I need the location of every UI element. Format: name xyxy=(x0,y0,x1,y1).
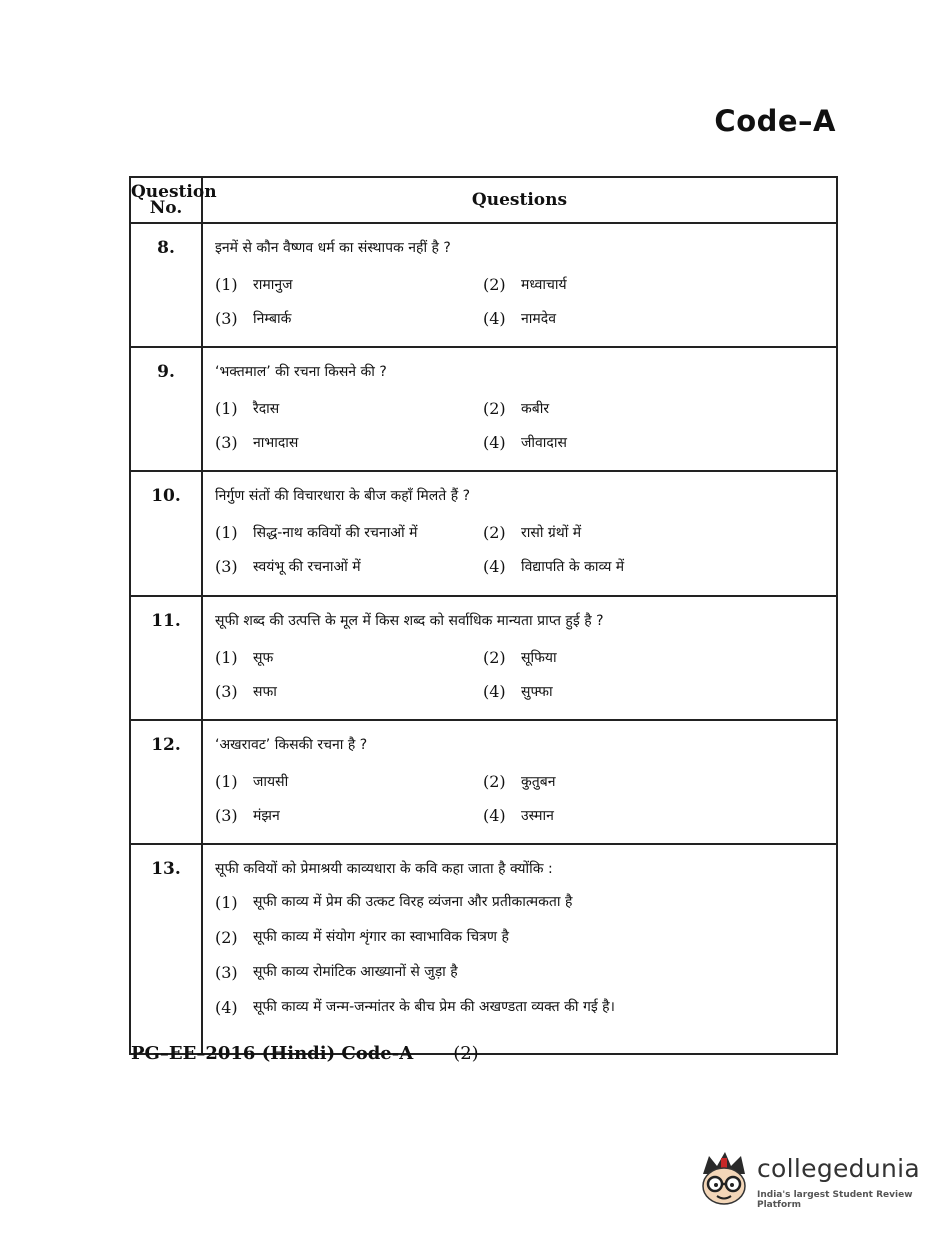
question-body xyxy=(202,223,837,347)
option-text: सूफी काव्य रोमांटिक आख्यानों से जुड़ा है xyxy=(253,964,458,980)
question-number: 10. xyxy=(130,471,202,596)
question-text: ‘अखरावट’ किसकी रचना है ? xyxy=(215,737,368,753)
page-number: (2) xyxy=(453,1043,479,1064)
options-list xyxy=(215,885,836,1025)
option xyxy=(483,302,836,336)
option-text: सूफ xyxy=(253,650,274,666)
option-number: (1) xyxy=(215,275,238,294)
option xyxy=(215,885,836,920)
option xyxy=(215,955,836,990)
option-text: रैदास xyxy=(253,401,280,417)
option-number: (1) xyxy=(215,648,238,667)
question-text: सूफी शब्द की उत्पत्ति के मूल में किस शब्द को सर्वाधिक मान्यता प्राप्त हुई है ? xyxy=(215,613,604,629)
question-row xyxy=(130,347,837,471)
question-body xyxy=(202,720,837,844)
option-text: कबीर xyxy=(521,401,550,417)
question-number: 12. xyxy=(130,720,202,844)
option xyxy=(215,268,483,302)
option-number: (2) xyxy=(483,275,506,294)
option-text: उस्मान xyxy=(521,808,554,824)
option-text: स्वयंभू की रचनाओं में xyxy=(253,559,361,575)
option-number: (3) xyxy=(215,557,238,576)
option xyxy=(215,799,483,833)
option xyxy=(215,550,483,584)
option-text: सूफिया xyxy=(521,650,557,666)
column-header-questions: Questions xyxy=(202,177,837,223)
option-text: सूफी काव्य में जन्म-जन्मांतर के बीच प्रेम की अखण्डता व्यक्त की गई है। xyxy=(253,999,615,1015)
option-number: (1) xyxy=(215,523,238,542)
option-number: (3) xyxy=(215,806,238,825)
option-text: निम्बार्क xyxy=(253,311,292,327)
option-number: (4) xyxy=(483,309,506,328)
code-label: Code–A xyxy=(714,104,836,138)
option-number: (1) xyxy=(215,893,238,912)
option xyxy=(215,641,483,675)
question-text: इनमें से कौन वैष्णव धर्म का संस्थापक नहीं है ? xyxy=(215,240,451,256)
option-number: (3) xyxy=(215,963,238,982)
question-body xyxy=(202,471,837,596)
question-body xyxy=(202,347,837,471)
question-text: सूफी कवियों को प्रेमाश्रयी काव्यधारा के कवि कहा जाता है क्योंकि : xyxy=(215,861,553,877)
question-text: ‘भक्तमाल’ की रचना किसने की ? xyxy=(215,364,387,380)
collegedunia-logo xyxy=(695,1150,935,1210)
logo-wordmark: collegedunia xyxy=(757,1154,920,1183)
option-text: जीवादास xyxy=(521,435,567,451)
option-text: विद्यापति के काव्य में xyxy=(521,559,625,575)
question-row xyxy=(130,596,837,720)
option xyxy=(483,268,836,302)
option-number: (4) xyxy=(483,433,506,452)
option xyxy=(215,675,483,709)
question-row xyxy=(130,223,837,347)
options-grid xyxy=(215,516,836,584)
option xyxy=(215,426,483,460)
questions-table xyxy=(129,176,838,1055)
option-number: (1) xyxy=(215,772,238,791)
option-text: सुफ्फा xyxy=(521,684,553,700)
question-number: 8. xyxy=(130,223,202,347)
question-body xyxy=(202,596,837,720)
option xyxy=(483,392,836,426)
option xyxy=(483,799,836,833)
option xyxy=(483,675,836,709)
option xyxy=(483,765,836,799)
question-row xyxy=(130,720,837,844)
option-number: (2) xyxy=(215,928,238,947)
question-row xyxy=(130,471,837,596)
option xyxy=(483,426,836,460)
option-number: (3) xyxy=(215,433,238,452)
option-text: सूफी काव्य में संयोग शृंगार का स्वाभाविक चित्रण है xyxy=(253,929,509,945)
option-number: (2) xyxy=(483,399,506,418)
option-number: (2) xyxy=(483,523,506,542)
option-text: नामदेव xyxy=(521,311,556,327)
option xyxy=(215,516,483,550)
option xyxy=(215,392,483,426)
logo-tagline: India's largest Student Review Platform xyxy=(757,1190,913,1210)
option-number: (4) xyxy=(215,998,238,1017)
question-row xyxy=(130,844,837,1054)
options-grid xyxy=(215,268,836,336)
question-number: 13. xyxy=(130,844,202,1054)
option-text: रामानुज xyxy=(253,277,293,293)
mascot-icon xyxy=(695,1150,755,1210)
options-grid xyxy=(215,392,836,460)
option xyxy=(483,641,836,675)
column-header-question-no: Question No. xyxy=(130,177,202,223)
options-grid xyxy=(215,765,836,833)
option-number: (4) xyxy=(483,806,506,825)
option xyxy=(215,302,483,336)
page-footer xyxy=(131,1043,479,1064)
exam-code: PG–EE–2016 (Hindi) Code-A xyxy=(131,1043,414,1064)
option xyxy=(215,990,836,1025)
option-number: (3) xyxy=(215,309,238,328)
option-number: (4) xyxy=(483,682,506,701)
option-text: नाभादास xyxy=(253,435,299,451)
option-text: सूफी काव्य में प्रेम की उत्कट विरह व्यंजना और प्रतीकात्मकता है xyxy=(253,894,573,910)
option-text: सिद्ध-नाथ कवियों की रचनाओं में xyxy=(253,525,418,541)
option-text: रासो ग्रंथों में xyxy=(521,525,582,541)
option-text: जायसी xyxy=(253,774,289,790)
question-number: 11. xyxy=(130,596,202,720)
question-body xyxy=(202,844,837,1054)
option-number: (2) xyxy=(483,648,506,667)
option xyxy=(215,765,483,799)
option-number: (3) xyxy=(215,682,238,701)
option-number: (2) xyxy=(483,772,506,791)
option-text: सफा xyxy=(253,684,277,700)
option xyxy=(483,516,836,550)
option xyxy=(483,550,836,584)
table-header-row xyxy=(130,177,837,223)
options-grid xyxy=(215,641,836,709)
option xyxy=(215,920,836,955)
option-text: मध्वाचार्य xyxy=(521,277,567,293)
option-number: (1) xyxy=(215,399,238,418)
option-text: मंझन xyxy=(253,808,280,824)
option-text: कुतुबन xyxy=(521,774,556,790)
question-text: निर्गुण संतों की विचारधारा के बीज कहाँ मिलते हैं ? xyxy=(215,488,471,504)
option-number: (4) xyxy=(483,557,506,576)
question-number: 9. xyxy=(130,347,202,471)
